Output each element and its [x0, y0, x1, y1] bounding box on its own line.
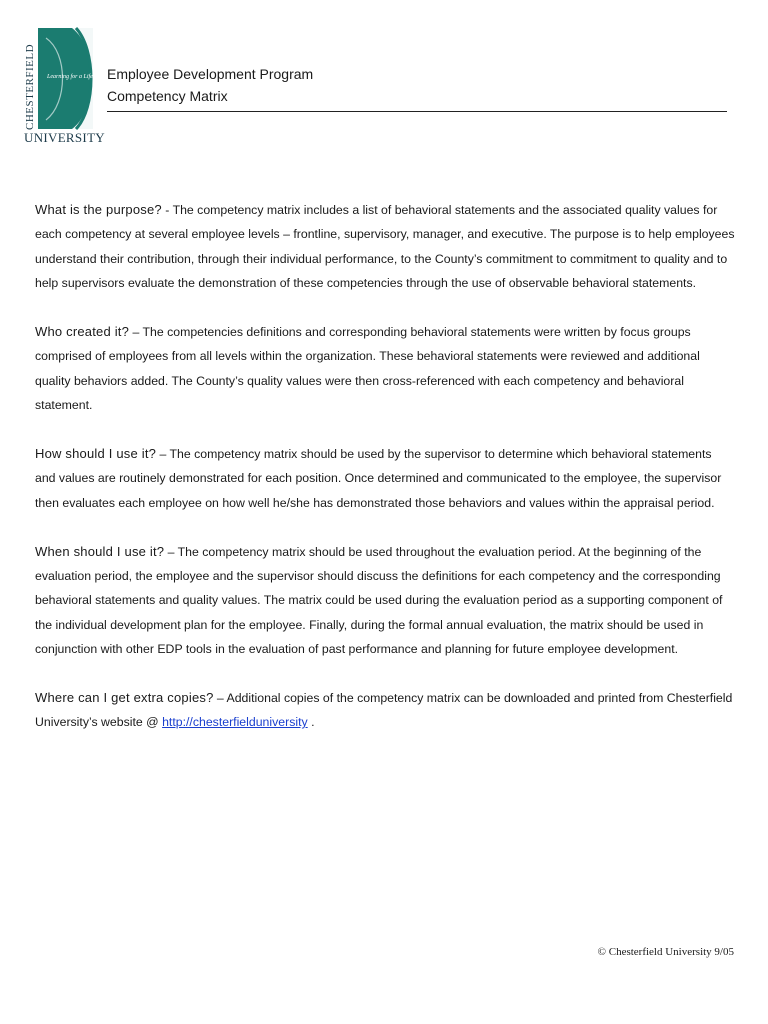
copies-separator: – — [213, 691, 227, 706]
document-body — [35, 198, 735, 759]
logo-emblem — [38, 28, 104, 129]
purpose-answer: The competency matrix includes a list of behavioral statements and the associated quality values for each competency at several employee levels – frontline, supervisory, manager, and executive. The purpose is to help employees understand their contribution, through their individual performance, to the County’s commitment to commitment to quality and to help supervisors evaluate the demonstration of these competencies through the use of observable behavioral statements. — [35, 203, 735, 291]
timing-separator: – — [164, 544, 178, 559]
header-document-title: Competency Matrix — [107, 88, 228, 104]
document-header — [107, 63, 313, 107]
creator-paragraph — [35, 320, 735, 418]
timing-answer: The competency matrix should be used throughout the evaluation period. At the beginning of the evaluation period, the employee and the supervisor should discuss the definitions for each competency and the corresponding behavioral statements and quality values. The matrix could be used during the evaluation period as a supporting component of the individual development plan for the employee. Finally, during the formal annual evaluation, the matrix should be used in conjunction with other EDP tools in the evaluation of past performance and planning for future employee development. — [35, 544, 723, 657]
header-divider — [107, 111, 727, 112]
header-program-title: Employee Development Program — [107, 66, 314, 82]
copies-answer: Additional copies of the competency matrix can be downloaded and printed from Chesterfield University’s website @ — [35, 691, 733, 730]
timing-question: When should I use it? — [35, 543, 165, 559]
copies-question: Where can I get extra copies? — [35, 690, 214, 706]
logo-tagline: Learning for a Lifetime — [47, 74, 104, 80]
copies-trailer: . — [307, 715, 315, 730]
timing-paragraph — [35, 540, 735, 662]
usage-answer: The competency matrix should be used by the supervisor to determine which behavioral statements and values are routinely demonstrated for each position. Once determined and communicated to the employee, the supervisor then evaluates each employee on how well he/she has demonstrated those behaviors and values within the appraisal period. — [35, 447, 722, 510]
creator-question: Who created it? — [35, 324, 130, 340]
logo-bottom-wordmark: UNIVERSITY — [24, 130, 105, 145]
chesterfield-university-logo — [22, 26, 105, 148]
copyright-footer: © Chesterfield University 9/05 — [597, 946, 734, 958]
copies-paragraph — [35, 686, 735, 735]
usage-separator: – — [156, 447, 170, 462]
creator-answer: The competencies definitions and corresponding behavioral statements were written by focus groups comprised of employees from all levels within the organization. These behavioral statements were reviewed and additional quality behaviors added. The County’s quality values were then cross-referenced with each competency and behavioral statement. — [35, 325, 700, 413]
university-website-link[interactable]: http://chesterfielduniversity — [162, 715, 308, 730]
purpose-separator: - — [161, 203, 173, 217]
usage-question: How should I use it? — [35, 446, 157, 462]
purpose-paragraph — [35, 198, 735, 296]
creator-separator: – — [129, 325, 143, 340]
logo-vertical-wordmark: CHESTERFIELD — [24, 43, 36, 130]
usage-paragraph — [35, 442, 735, 515]
purpose-question: What is the purpose? — [35, 202, 162, 217]
